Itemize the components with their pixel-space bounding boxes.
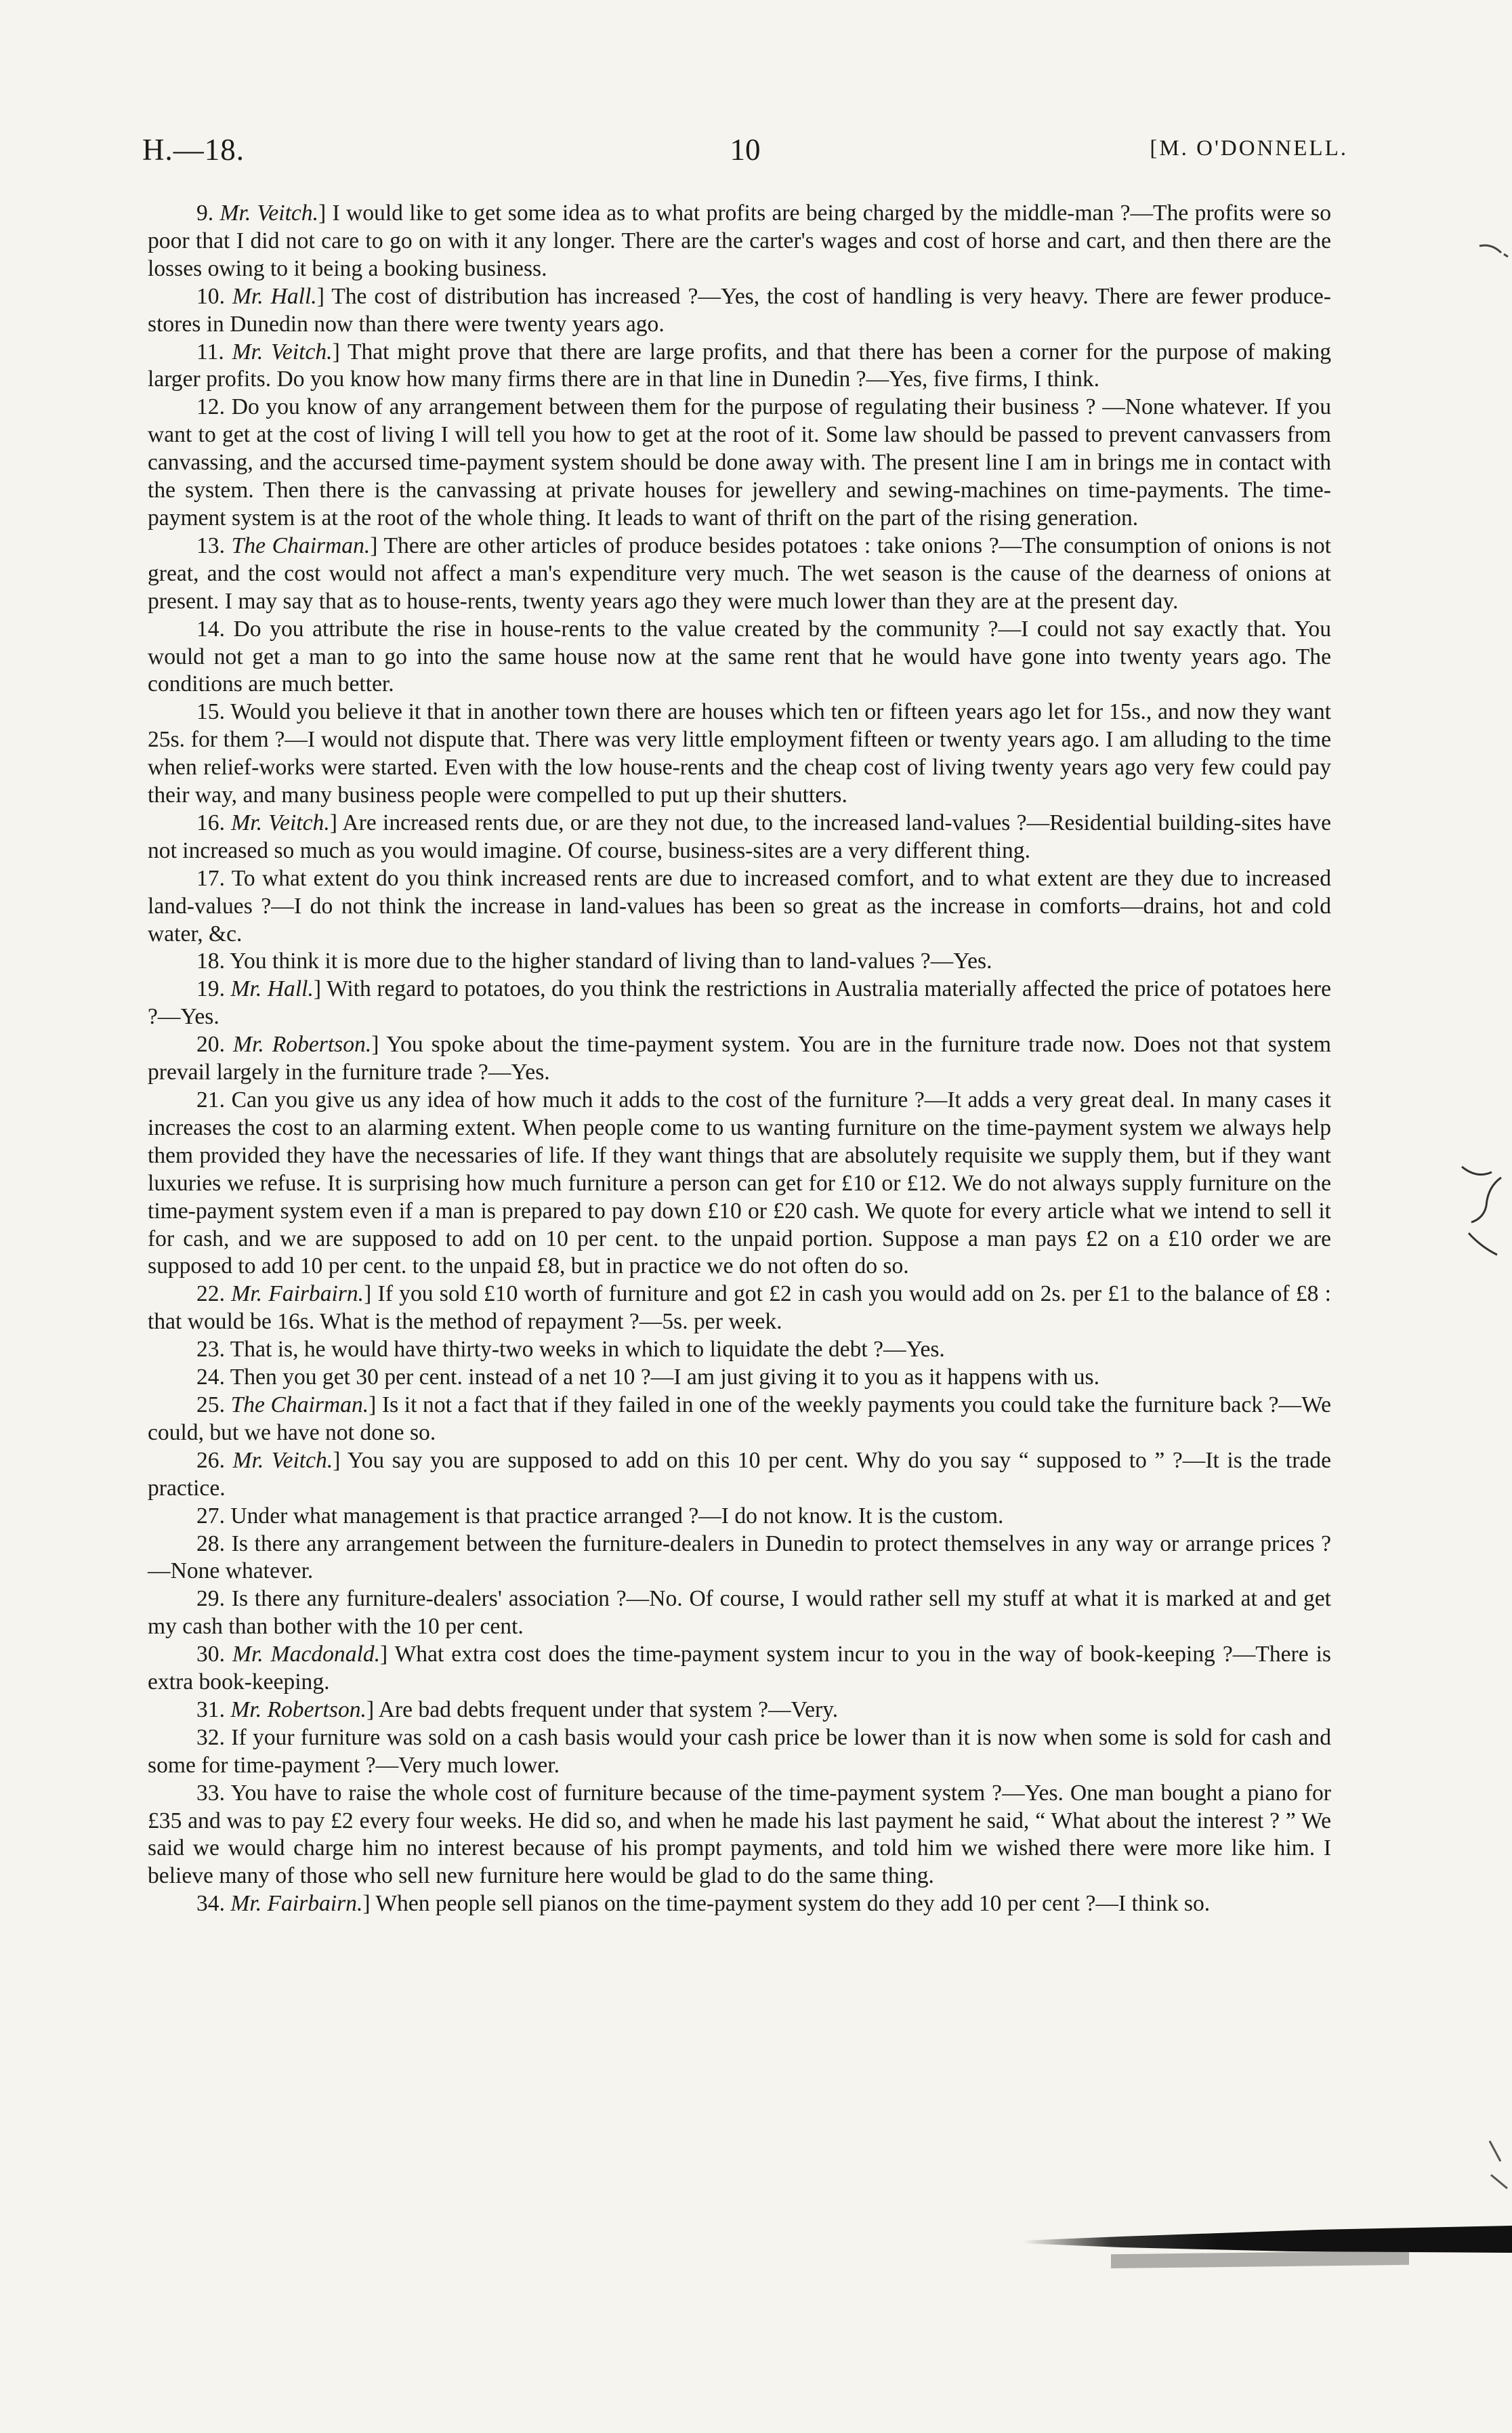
question-number: 31.	[196, 1697, 225, 1722]
question-paragraph: 9. Mr. Veitch.] I would like to get some idea as to what profits are being charged by the middle-man ?—The profits were so poor that I did not care to go on with it any longer. There are the carter's wages and cost of horse and cart, and then there are the losses owing to it being a booking business.	[148, 201, 1331, 281]
question-paragraph: 31. Mr. Robertson.] Are bad debts frequent under that system ?—Very.	[196, 1697, 839, 1722]
question-number: 26.	[196, 1447, 225, 1473]
question-number: 25.	[196, 1392, 225, 1417]
page-number: 10	[730, 133, 761, 167]
question-number: 27.	[196, 1503, 225, 1529]
speaker-name: Mr. Fairbairn.	[230, 1891, 363, 1917]
ink-smudge-faint	[1111, 2251, 1409, 2268]
speaker-name: Mr. Veitch.	[231, 810, 330, 835]
question-text: What extra cost does the time-payment system incur to you in the way of book-keeping ?—There is extra book-keeping.	[148, 1642, 1331, 1695]
question-text: Under what management is that practice arranged ?—I do not know. It is the custom.	[230, 1503, 1004, 1529]
witness-name: [M. O'DONNELL.	[1150, 136, 1348, 161]
speaker-name: Mr. Robertson.	[230, 1697, 366, 1722]
question-paragraph: 13. The Chairman.] There are other articles of produce besides potatoes : take onions ?—The consumption of onions is not great, and the cost would not affect a man's expenditure very much. The wet season is the cause of the dearness of onions at present. I may say that as to house-rents, twenty years ago they were much lower than they are at the present day.	[148, 533, 1331, 614]
question-text: Is there any furniture-dealers' association ?—No. Of course, I would rather sell my stuff at what it is marked at and get my cash than bother with the 10 per cent.	[148, 1586, 1331, 1640]
question-text: Would you believe it that in another town there are houses which ten or fifteen years ago let for 15s., and now they want 25s. for them ?—I would not dispute that. There was very little employment fifteen or twenty years ago. I am alluding to the time when relief-works were started. Even with the low house-rents and the cheap cost of living twenty years ago very few could pay their way, and many business people were compelled to put up their shutters.	[148, 699, 1331, 808]
report-reference: H.—18.	[142, 133, 245, 167]
question-text: Is it not a fact that if they failed in one of the weekly payments you could take the furniture back ?—We could, but we have not done so.	[148, 1392, 1331, 1445]
page-header	[142, 132, 1348, 180]
question-paragraph: 22. Mr. Fairbairn.] If you sold £10 worth of furniture and got £2 in cash you would add on 2s. per £1 to the balance of £8 : that would be 16s. What is the method of repayment ?—5s. per week.	[148, 1281, 1331, 1335]
question-paragraph: 11. Mr. Veitch.] That might prove that there are large profits, and that there has been a corner for the purpose of making larger profits. Do you know how many firms there are in that line in Dunedin ?—Yes, five firms, I think.	[148, 339, 1331, 392]
margin-bracket-mark	[1456, 1152, 1512, 1267]
speaker-name: Mr. Robertson.	[233, 1032, 372, 1058]
question-paragraph	[148, 699, 1331, 810]
question-text: To what extent do you think increased rents are due to increased comfort, and to what extent are they due to increased land-values ?—I do not think the increase in land-values has been so great as the increase in comforts—drains, hot and cold water, &c.	[148, 865, 1331, 947]
speaker-name: Mr. Fairbairn.	[231, 1281, 364, 1307]
question-paragraph: 30. Mr. Macdonald.] What extra cost does the time-payment system incur to you in the way of book-keeping ?—There is extra book-keeping.	[148, 1642, 1331, 1695]
question-paragraph: 10. Mr. Hall.] The cost of distribution has increased ?—Yes, the cost of handling is very heavy. There are fewer produce-stores in Dunedin now than there were twenty years ago.	[148, 283, 1331, 337]
question-number: 24.	[196, 1365, 225, 1390]
question-number: 29.	[196, 1586, 225, 1612]
question-number: 30.	[196, 1642, 225, 1667]
question-paragraph	[148, 1724, 1331, 1780]
question-number: 9.	[196, 201, 214, 226]
question-paragraph	[148, 1531, 1331, 1586]
question-number: 18.	[196, 949, 225, 974]
speaker-name: Mr. Veitch.	[219, 201, 318, 226]
question-number: 15.	[196, 699, 225, 725]
question-text: You have to raise the whole cost of furniture because of the time-payment system ?—Yes. One man bought a piano for £35 and was to pay £2 every four weeks. He did so, and when he made his last payment he said, “ What about the interest ? ” We said we would charge him no interest because of his prompt payments, and told him we wished there were more like him. I believe many of those who sell new furniture here would be glad to do the same thing.	[148, 1780, 1331, 1889]
evidence-text	[148, 200, 1331, 1918]
question-text: Are bad debts frequent under that system ?—Very.	[378, 1697, 839, 1722]
question-paragraph	[148, 948, 1331, 976]
question-number: 21.	[196, 1087, 225, 1112]
speaker-name: Mr. Veitch.	[232, 1447, 333, 1473]
question-text: With regard to potatoes, do you think the restrictions in Australia materially affected the price of potatoes here ?—Yes.	[148, 976, 1331, 1030]
question-paragraph	[148, 1780, 1331, 1891]
question-number: 10.	[196, 283, 225, 309]
question-paragraph: 26. Mr. Veitch.] You say you are supposed to add on this 10 per cent. Why do you say “ supposed to ” ?—It is the trade practice.	[148, 1447, 1331, 1501]
question-number: 34.	[196, 1891, 225, 1917]
question-text: Do you know of any arrangement between them for the purpose of regulating their business ? —None whatever. If you want to get at the cost of living I will tell you how to get at the root of it. Some law should be passed to prevent canvassers from canvassing, and the accursed time-payment system should be done away with. The present line I am in brings me in contact with the system. Then there is the canvassing at private houses for jewellery and sewing-machines on time-payments. The time-payment system is at the root of the whole thing. It leads to want of thrift on the part of the rising generation.	[148, 394, 1331, 531]
question-paragraph	[148, 1336, 1331, 1364]
question-paragraph	[148, 1503, 1331, 1531]
question-text: You say you are supposed to add on this 10 per cent. Why do you say “ supposed to ” ?—It is the trade practice.	[148, 1447, 1331, 1501]
question-text: Then you get 30 per cent. instead of a net 10 ?—I am just giving it to you as it happens with us.	[230, 1365, 1099, 1390]
question-text: You spoke about the time-payment system. You are in the furniture trade now. Does not that system prevail largely in the furniture trade ?—Yes.	[148, 1032, 1331, 1085]
question-paragraph: 16. Mr. Veitch.] Are increased rents due, or are they not due, to the increased land-values ?—Residential building-sites have not increased so much as you would imagine. Of course, business-sites are a very different thing.	[148, 810, 1331, 863]
question-number: 16.	[196, 810, 225, 835]
question-paragraph	[148, 865, 1331, 949]
question-number: 17.	[196, 865, 225, 891]
question-text: You think it is more due to the higher standard of living than to land-values ?—Yes.	[230, 949, 992, 974]
question-number: 28.	[196, 1531, 225, 1556]
speaker-name: The Chairman.	[230, 1392, 369, 1417]
question-number: 14.	[196, 616, 225, 642]
question-paragraph: 20. Mr. Robertson.] You spoke about the time-payment system. You are in the furniture trade now. Does not that system prevail largely in the furniture trade ?—Yes.	[148, 1032, 1331, 1085]
ink-smudge	[1023, 2226, 1512, 2253]
question-paragraph	[148, 1364, 1331, 1392]
question-text: When people sell pianos on the time-payment system do they add 10 per cent ?—I think so.	[375, 1891, 1211, 1917]
question-text: Do you attribute the rise in house-rents to the value created by the community ?—I could not say exactly that. You would not get a man to go into the same house now at the same rent that he would have gone into twenty years ago. The conditions are much better.	[148, 616, 1331, 697]
speaker-name: Mr. Macdonald.	[232, 1642, 381, 1667]
question-text: Are increased rents due, or are they not due, to the increased land-values ?—Residential building-sites have not increased so much as you would imagine. Of course, business-sites are a very different thing.	[148, 810, 1331, 863]
question-number: 23.	[196, 1337, 225, 1363]
question-text: If you sold £10 worth of furniture and got £2 in cash you would add on 2s. per £1 to the balance of £8 : that would be 16s. What is the method of repayment ?—5s. per week.	[148, 1281, 1331, 1335]
question-number: 12.	[196, 394, 225, 420]
speaker-name: Mr. Hall.	[230, 976, 314, 1002]
question-paragraph	[148, 616, 1331, 699]
question-paragraph	[148, 1087, 1331, 1281]
margin-edge-mark	[1487, 2134, 1512, 2195]
margin-pencil-mark	[1477, 234, 1512, 274]
question-paragraph: 25. The Chairman.] Is it not a fact that if they failed in one of the weekly payments you could take the furniture back ?—We could, but we have not done so.	[148, 1392, 1331, 1445]
question-number: 11.	[196, 339, 224, 365]
question-number: 13.	[196, 533, 225, 558]
question-number: 19.	[196, 976, 225, 1002]
question-number: 22.	[196, 1281, 225, 1307]
question-text: There are other articles of produce besides potatoes : take onions ?—The consumption of onions is not great, and the cost would not affect a man's expenditure very much. The wet season is the cause of the dearness of onions at present. I may say that as to house-rents, twenty years ago they were much lower than they are at the present day.	[148, 533, 1331, 614]
question-paragraph: 34. Mr. Fairbairn.] When people sell pianos on the time-payment system do they add 10 per cent ?—I think so.	[196, 1891, 1211, 1917]
question-number: 32.	[196, 1724, 225, 1750]
question-text: That might prove that there are large profits, and that there has been a corner for the purpose of making larger profits. Do you know how many firms there are in that line in Dunedin ?—Yes, five firms, I think.	[148, 339, 1331, 392]
question-text: The cost of distribution has increased ?—Yes, the cost of handling is very heavy. There are fewer produce-stores in Dunedin now than there were twenty years ago.	[148, 283, 1331, 337]
question-text: I would like to get some idea as to what profits are being charged by the middle-man ?—The profits were so poor that I did not care to go on with it any longer. There are the carter's wages and cost of horse and cart, and then there are the losses owing to it being a booking business.	[148, 201, 1331, 281]
question-paragraph: 19. Mr. Hall.] With regard to potatoes, do you think the restrictions in Australia materially affected the price of potatoes here ?—Yes.	[148, 976, 1331, 1030]
question-number: 33.	[196, 1780, 225, 1806]
question-paragraph	[148, 1585, 1331, 1641]
question-paragraph	[148, 394, 1331, 533]
speaker-name: Mr. Veitch.	[232, 339, 333, 365]
question-text: Can you give us any idea of how much it adds to the cost of the furniture ?—It adds a very great deal. In many cases it increases the cost to an alarming extent. When people come to us wanting furniture on the time-payment system we always help them provided they have the necessaries of life. If they want things that are absolutely requisite we supply them, but if they want luxuries we refuse. It is surprising how much furniture a person can get for £10 or £12. We do not always supply furniture on the time-payment system even if a man is prepared to pay down £10 or £20 cash. We quote for every article what we intend to sell it for cash, and we are supposed to add on 10 per cent. to the unpaid portion. Suppose a man pays £2 on a £10 order we are supposed to add 10 per cent. to the unpaid £8, but in practice we do not often do so.	[148, 1087, 1331, 1279]
question-text: Is there any arrangement between the furniture-dealers in Dunedin to protect themselves in any way or arrange prices ?—None whatever.	[148, 1531, 1331, 1584]
question-text: If your furniture was sold on a cash basis would your cash price be lower than it is now when some is sold for cash and some for time-payment ?—Very much lower.	[148, 1724, 1331, 1778]
question-text: That is, he would have thirty-two weeks in which to liquidate the debt ?—Yes.	[230, 1337, 945, 1363]
question-number: 20.	[196, 1032, 225, 1058]
speaker-name: The Chairman.	[231, 533, 371, 558]
speaker-name: Mr. Hall.	[232, 283, 317, 309]
